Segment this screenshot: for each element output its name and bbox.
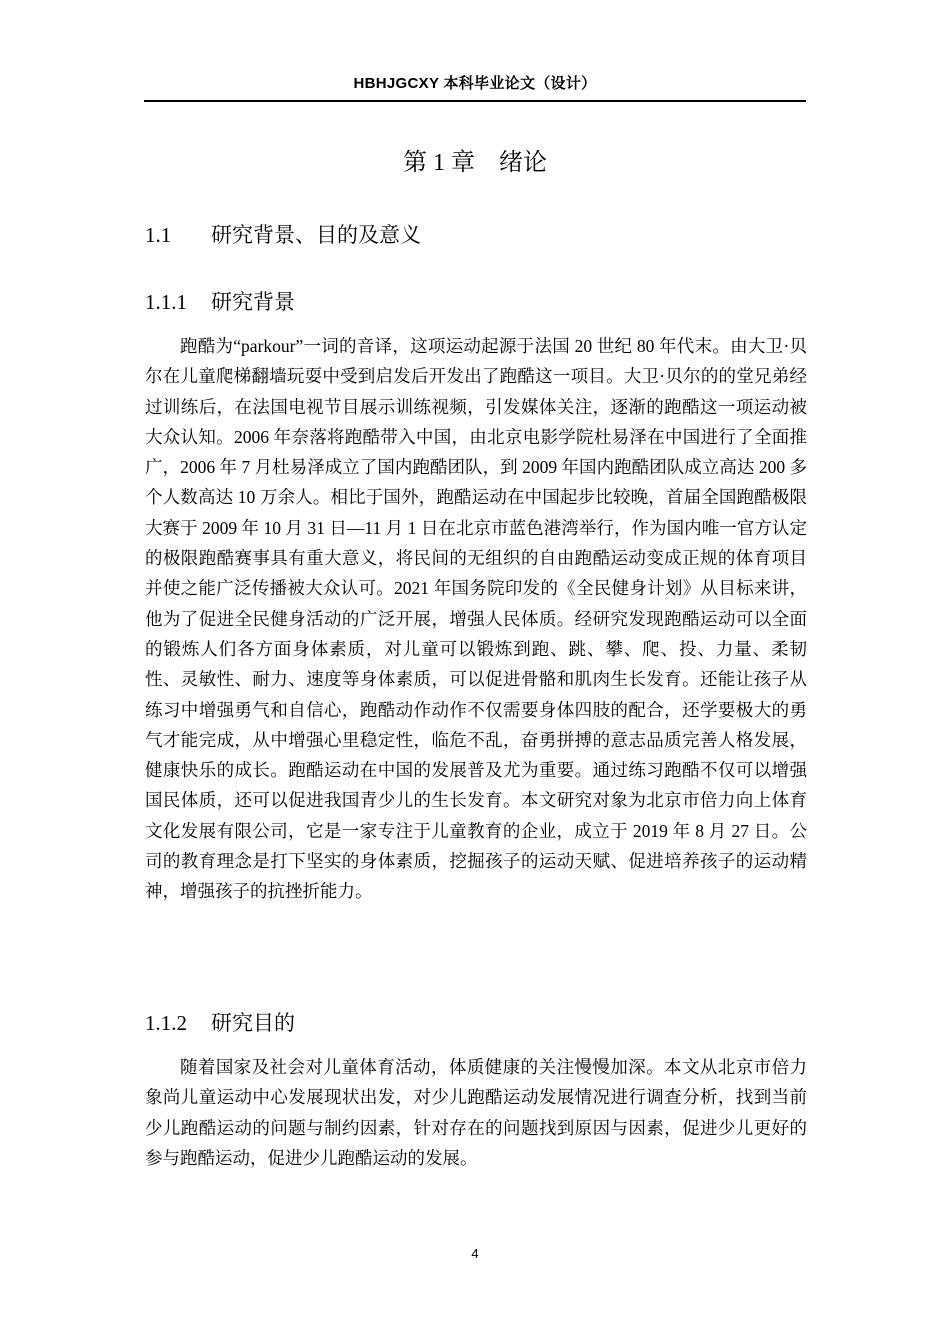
section-title: 研究背景、目的及意义 [211,223,421,247]
subsection-number: 1.1.2 [145,1011,187,1035]
chapter-title: 第 1 章 绪论 [403,150,547,176]
purpose-paragraph: 随着国家及社会对儿童体育活动，体质健康的关注慢慢加深。本文从北京市倍力象尚儿童运动中心发展现状出发，对少儿跑酷运动发展情况进行调查分析，找到当前少儿跑酷运动的问题与制约因素，针对存在的问题找到原因与因素，促进少儿更好的参与跑酷运动，促进少儿跑酷运动的发展。 [145,1057,807,1168]
section-number: 1.1 [145,223,172,247]
subsection-title: 研究目的 [211,1011,295,1035]
subsection-number: 1.1.1 [145,290,187,314]
subsection-title: 研究背景 [211,290,295,314]
background-paragraph: 跑酷为“parkour”一词的音译，这项运动起源于法国 20 世纪 80 年代末。由大卫·贝尔在儿童爬梯翻墙玩耍中受到启发后开发出了跑酷这一项目。大卫·贝尔的的堂兄弟经过训练后，在法国电视节目展示训练视频，引发媒体关注，逐渐的跑酷这一项运动被大众认知。2006 年奈落将跑酷带入中国，由北京电影学院杜易泽在中国进行了全面推广，2006 年 7 月杜易泽成立了国内跑酷团队，到 2009 年国内跑酷团队成立高达 200 多个人数高达 10 万余人。相比于国外，跑酷运动在中国起步比较晚，首届全国跑酷极限大赛于 2009 年 10 月 31 日—11 月 1 日在北京市蓝色港湾举行，作为国内唯一官方认定的极限跑酷赛事具有重大意义，将民间的无组织的自由跑酷运动变成正规的体育项目并使之能广泛传播被大众认可。2021 年国务院印发的《全民健身计划》从目标来讲，他为了促进全民健身活动的广泛开展，增强人民体质。经研究发现跑酷运动可以全面的锻炼人们各方面身体素质，对儿童可以锻炼到跑、跳、攀、爬、投、力量、柔韧性、灵敏性、耐力、速度等身体素质，可以促进骨骼和肌肉生长发育。还能让孩子从练习中增强勇气和自信心，跑酷动作动作不仅需要身体四肢的配合，还学要极大的勇气才能完成，从中增强心里稳定性，临危不乱，奋勇拼搏的意志品质完善人格发展，健康快乐的成长。跑酷运动在中国的发展普及尤为重要。通过练习跑酷不仅可以增强国民体质，还可以促进我国青少儿的生长发育。本文研究对象为北京市倍力向上体育文化发展有限公司，它是一家专注于儿童教育的企业，成立于 2019 年 8 月 27 日。公司的教育理念是打下坚实的身体素质，挖掘孩子的运动天赋、促进培养孩子的运动精神，增强孩子的抗挫折能力。 [145,336,807,902]
page-number: 4 [471,1246,479,1261]
subsection-heading-1-1-1 [145,286,295,318]
subsection-heading-1-1-2 [145,1007,295,1039]
header-divider [144,100,806,102]
running-header: HBHJGCXY 本科毕业论文（设计） [353,75,597,92]
section-heading-1-1 [145,219,421,251]
